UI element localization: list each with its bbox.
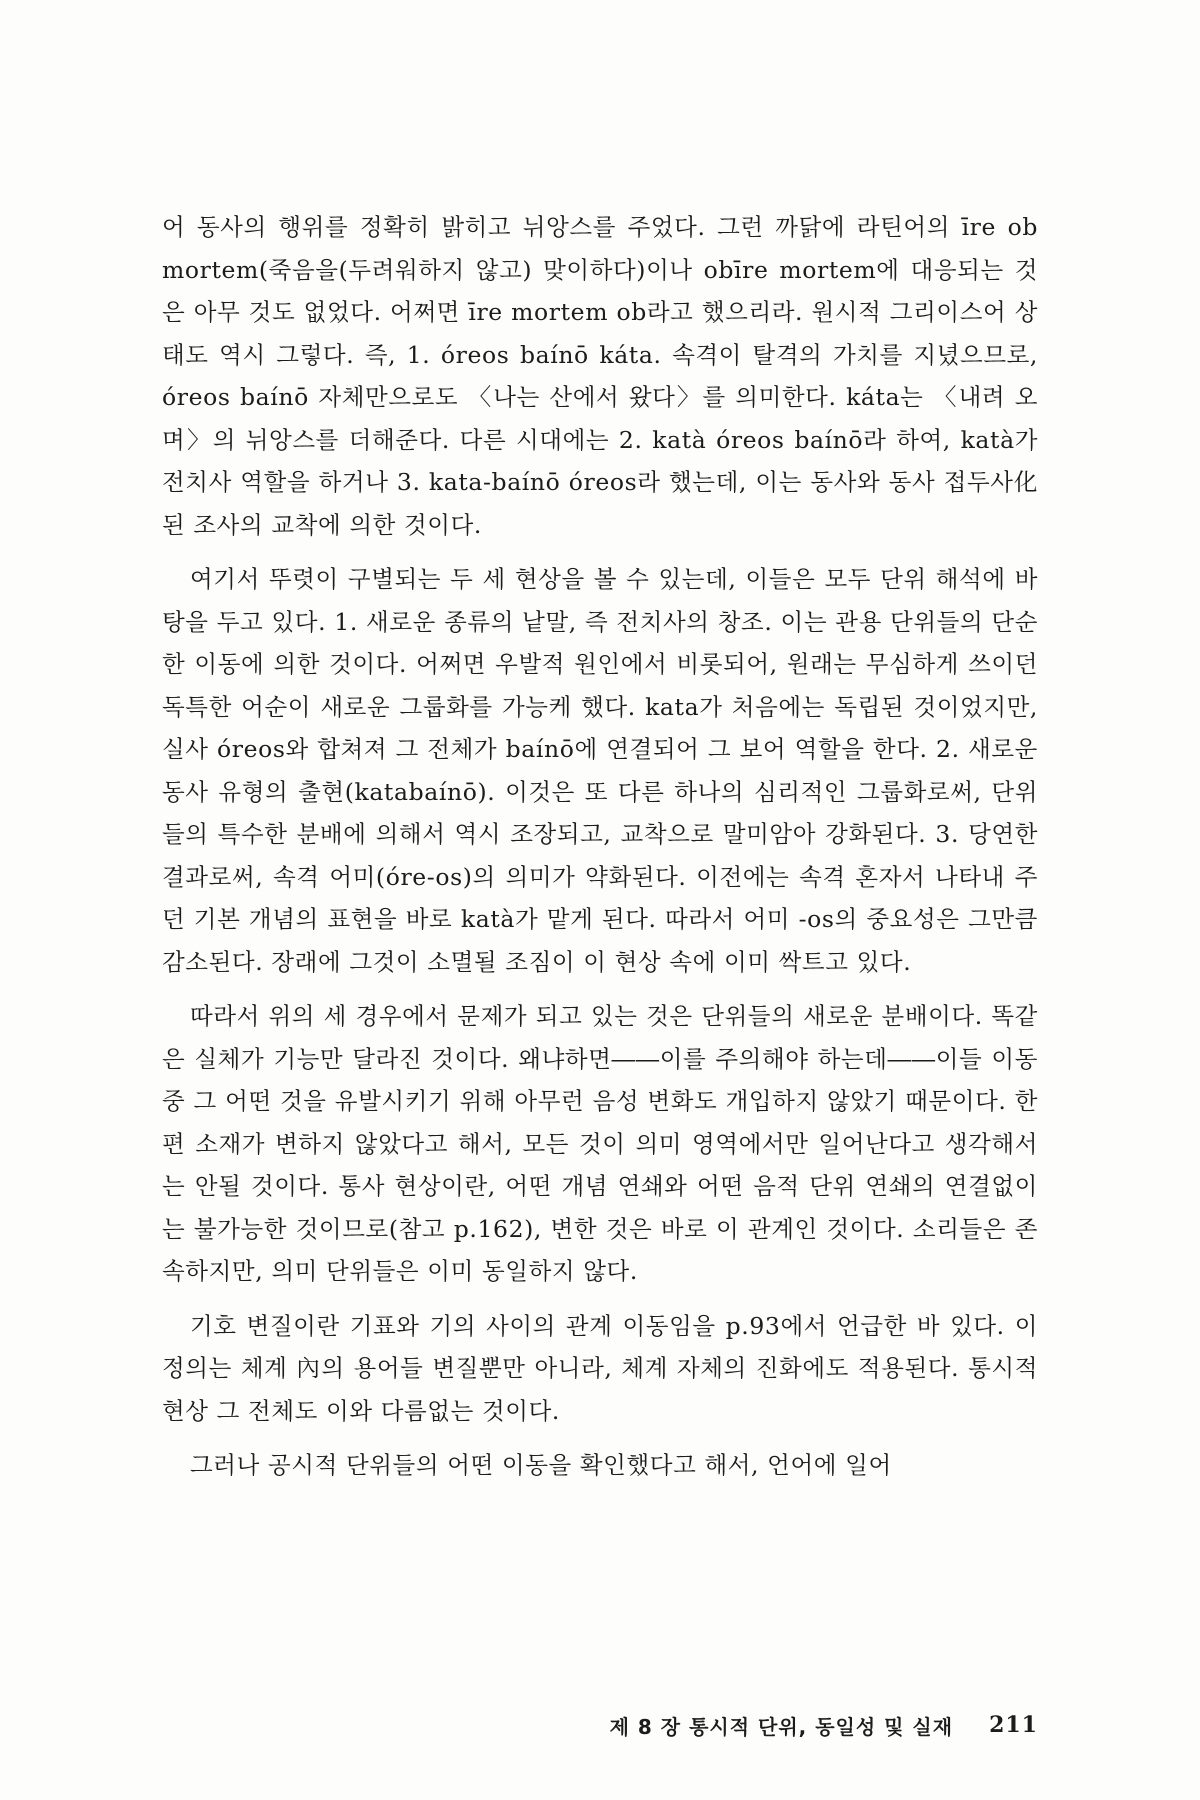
paragraph-1: 어 동사의 행위를 정확히 밝히고 뉘앙스를 주었다. 그런 까닭에 라틴어의 īre ob mortem(죽음을(두려워하지 않고) 맞이하다)이나 obīre mortem에 대응되는 것은 아무 것도 없었다. 어쩌면 īre mortem ob라고 했으리라. 원시적 그리이스어 상태도 역시 그렇다. 즉, 1. óreos baínō káta. 속격이 탈격의 가치를 지녔으므로, óreos baínō 자체만으로도 〈나는 산에서 왔다〉를 의미한다. káta는 〈내려 오며〉의 뉘앙스를 더해준다. 다른 시대에는 2. katà óreos baínō라 하여, katà가 전치사 역할을 하거나 3. kata-baínō óreos라 했는데, 이는 동사와 동사 접두사化된 조사의 교착에 의한 것이다. xyxy=(162,213,1038,539)
body-text xyxy=(162,206,1038,1499)
chapter-title: 제 8 장 통시적 단위, 동일성 및 실재 xyxy=(609,1714,954,1739)
paragraph-2: 여기서 뚜렷이 구별되는 두 세 현상을 볼 수 있는데, 이들은 모두 단위 해석에 바탕을 두고 있다. 1. 새로운 종류의 낱말, 즉 전치사의 창조. 이는 관용 단위들의 단순한 이동에 의한 것이다. 어쩌면 우발적 원인에서 비롯되어, 원래는 무심하게 쓰이던 독특한 어순이 새로운 그룹화를 가능케 했다. kata가 처음에는 독립된 것이었지만, 실사 óreos와 합쳐져 그 전체가 baínō에 연결되어 그 보어 역할을 한다. 2. 새로운 동사 유형의 출현(katabaínō). 이것은 또 다른 하나의 심리적인 그룹화로써, 단위들의 특수한 분배에 의해서 역시 조장되고, 교착으로 말미암아 강화된다. 3. 당연한 결과로써, 속격 어미(óre-os)의 의미가 약화된다. 이전에는 속격 혼자서 나타내 주던 기본 개념의 표현을 바로 katà가 맡게 된다. 따라서 어미 -os의 중요성은 그만큼 감소된다. 장래에 그것이 소멸될 조짐이 이 현상 속에 이미 싹트고 있다. xyxy=(162,565,1038,976)
paragraph-3: 따라서 위의 세 경우에서 문제가 되고 있는 것은 단위들의 새로운 분배이다. 똑같은 실체가 기능만 달라진 것이다. 왜냐하면――이를 주의해야 하는데――이들 이동 중 그 어떤 것을 유발시키기 위해 아무런 음성 변화도 개입하지 않았기 때문이다. 한편 소재가 변하지 않았다고 해서, 모든 것이 의미 영역에서만 일어난다고 생각해서는 안될 것이다. 통사 현상이란, 어떤 개념 연쇄와 어떤 음적 단위 연쇄의 연결없이는 불가능한 것이므로(참고 p.162), 변한 것은 바로 이 관계인 것이다. 소리들은 존속하지만, 의미 단위들은 이미 동일하지 않다. xyxy=(162,1002,1038,1285)
paragraph-5: 그러나 공시적 단위들의 어떤 이동을 확인했다고 해서, 언어에 일어 xyxy=(190,1451,892,1479)
running-footer xyxy=(520,1707,1038,1743)
paragraph-4: 기호 변질이란 기표와 기의 사이의 관계 이동임을 p.93에서 언급한 바 있다. 이 정의는 체계 內의 용어들 변질뿐만 아니라, 체계 자체의 진화에도 적용된다. 통시적 현상 그 전체도 이와 다름없는 것이다. xyxy=(162,1311,1038,1425)
page-number: 211 xyxy=(989,1712,1038,1738)
